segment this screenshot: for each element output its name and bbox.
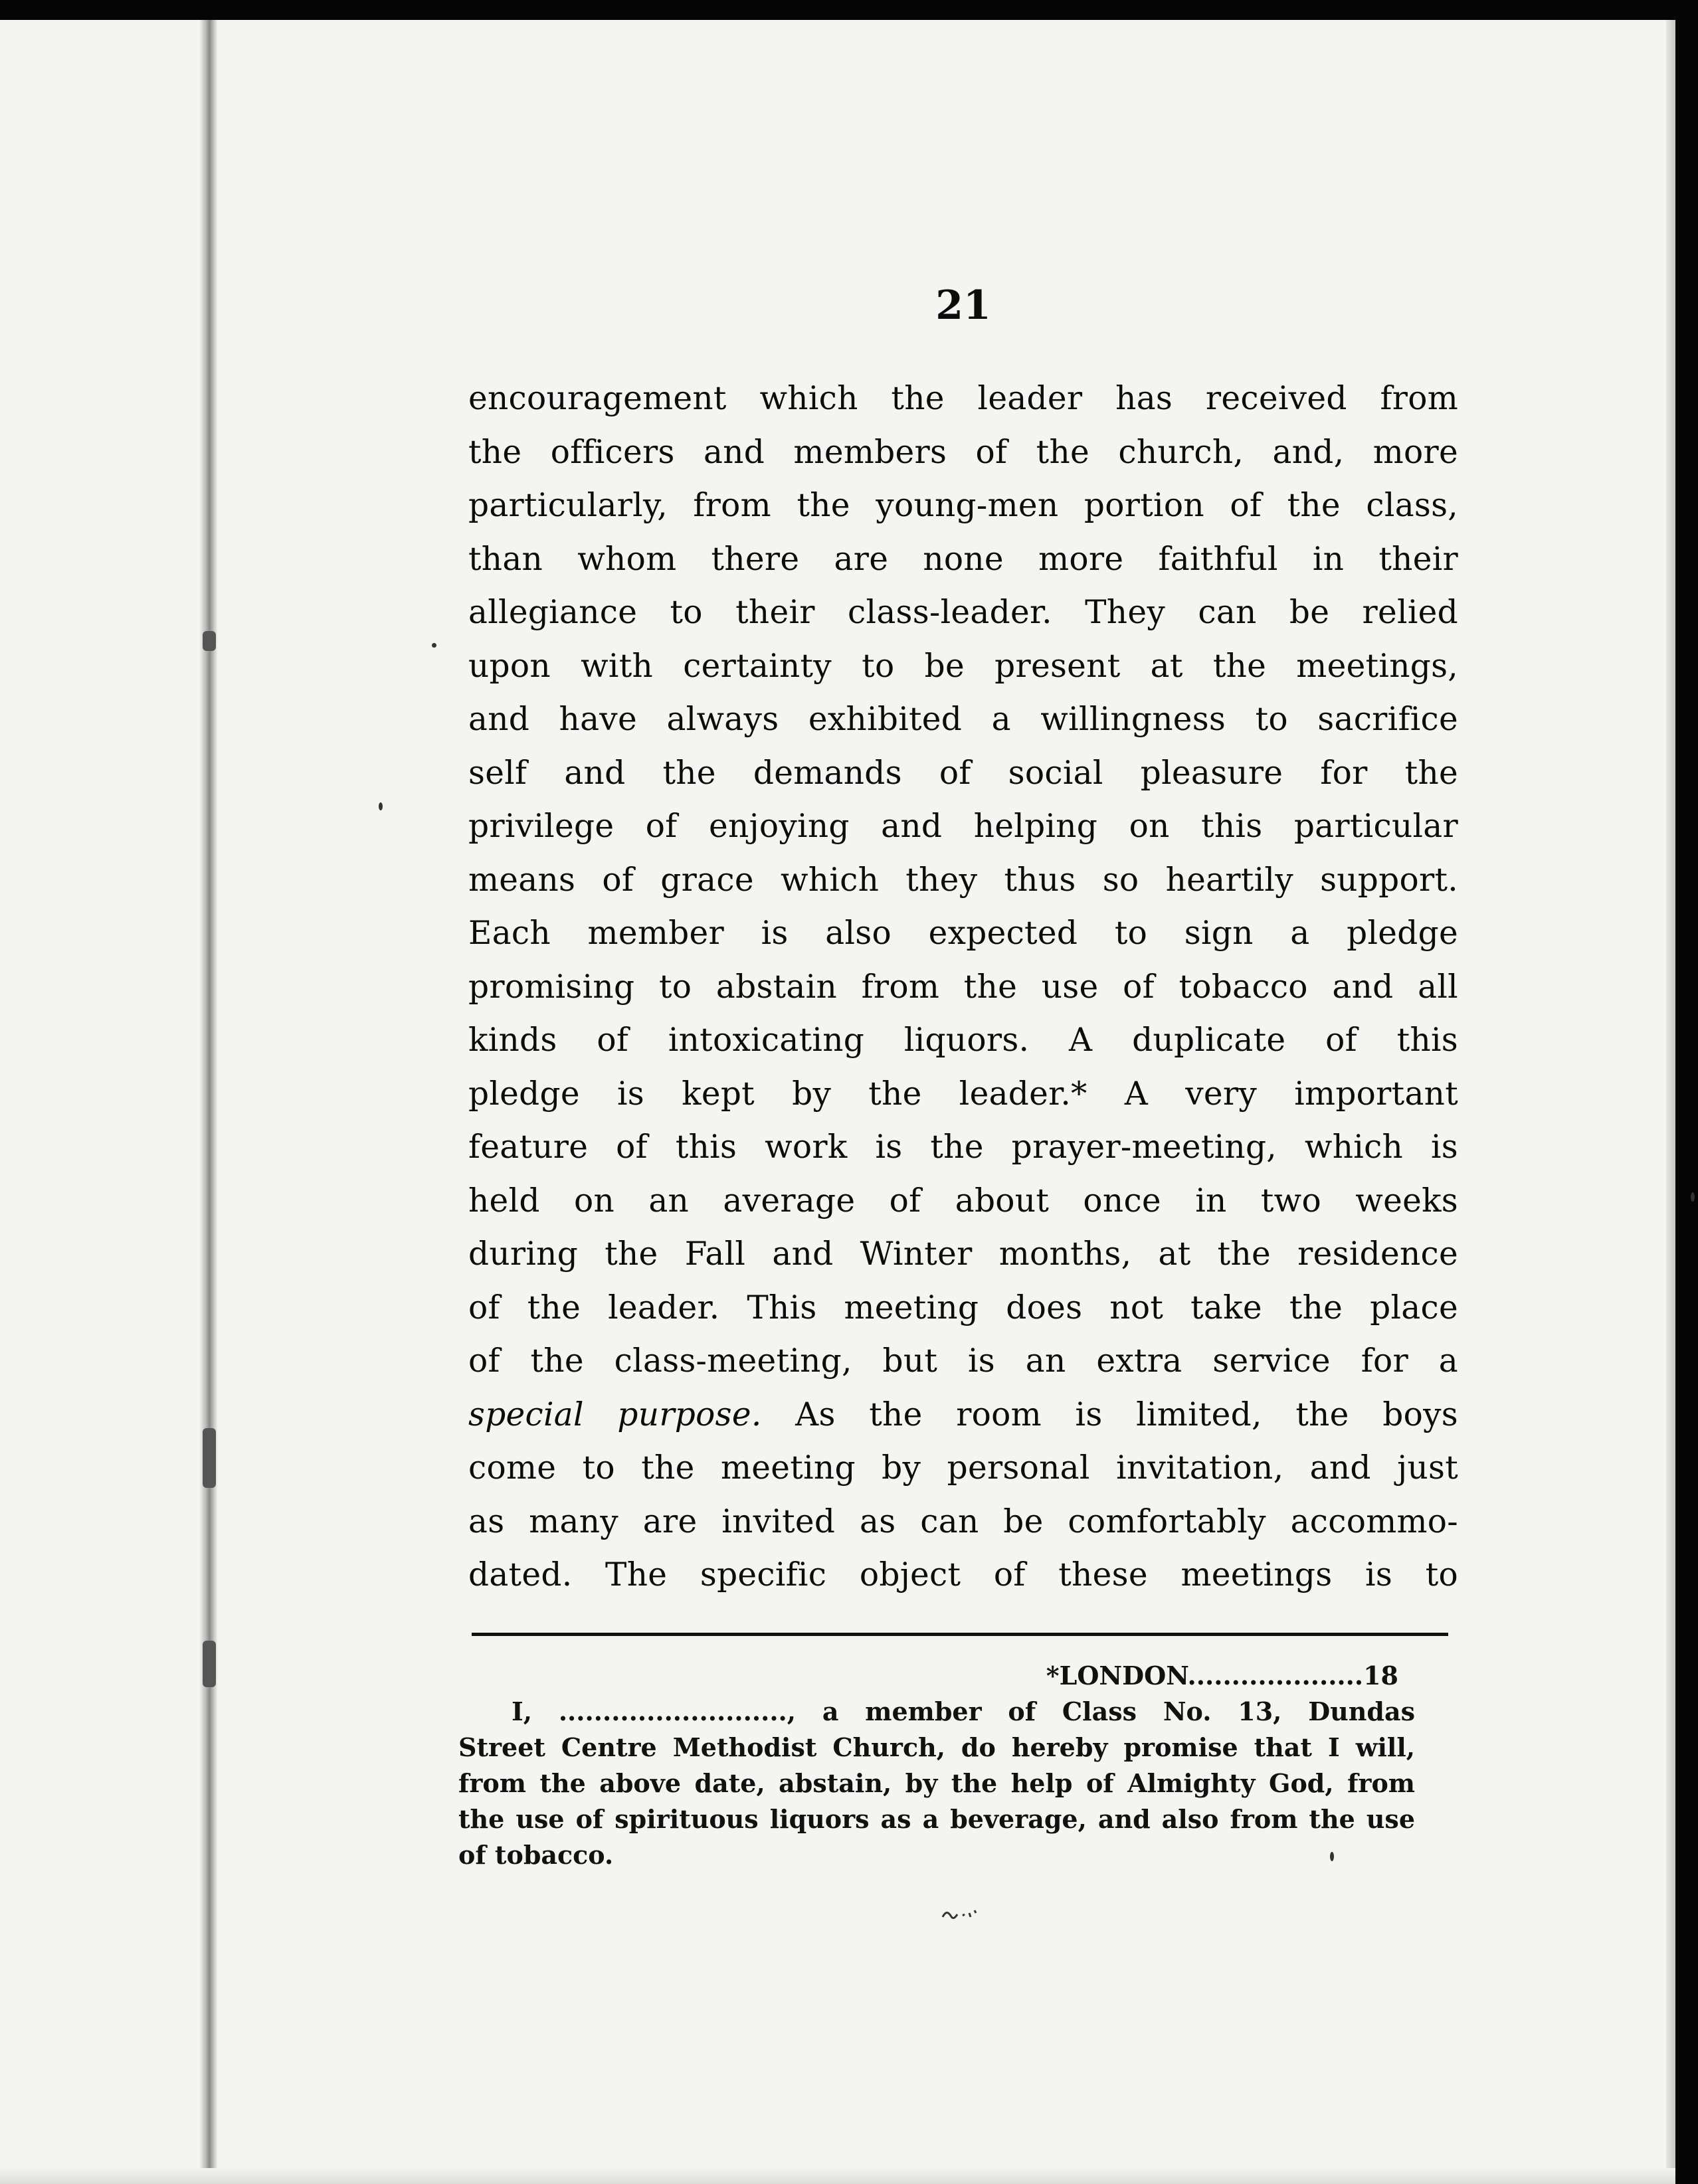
footnote-line: of tobacco. bbox=[458, 1840, 614, 1870]
ink-smudge bbox=[940, 1905, 980, 1925]
text-line: of the leader. This meeting does not take the place bbox=[468, 1289, 1458, 1326]
binding-mark-lower bbox=[203, 1641, 216, 1687]
text-line: of the class-meeting, but is an extra service for a bbox=[468, 1342, 1458, 1380]
text-line: and have always exhibited a willingness to sacrifice bbox=[468, 701, 1458, 738]
text-line: particularly, from the young-men portion of the class, bbox=[468, 487, 1458, 524]
ink-speck bbox=[379, 802, 383, 810]
text-line: allegiance to their class-leader. They can be relied bbox=[468, 594, 1458, 631]
book-page bbox=[0, 20, 1675, 2184]
text-line: kinds of intoxicating liquors. A duplicate of this bbox=[468, 1022, 1458, 1059]
text-line: feature of this work is the prayer-meeting, which is bbox=[468, 1129, 1458, 1166]
footnote-line: Street Centre Methodist Church, do hereby promise that I will, bbox=[458, 1732, 1415, 1762]
italic-phrase: special purpose. bbox=[468, 1396, 762, 1433]
page-bottom-shadow bbox=[0, 2168, 1675, 2184]
body-paragraph bbox=[468, 372, 1458, 1602]
text-line: Each member is also expected to sign a pledge bbox=[468, 915, 1458, 952]
text-line: held on an average of about once in two weeks bbox=[468, 1182, 1458, 1220]
text-line: dated. The specific object of these meetings is to bbox=[468, 1556, 1458, 1593]
text-line: come to the meeting by personal invitation, and just bbox=[468, 1449, 1458, 1487]
text-line: pledge is kept by the leader.* A very important bbox=[468, 1075, 1458, 1113]
footnote-line: from the above date, abstain, by the help of Almighty God, from bbox=[458, 1768, 1415, 1798]
text-line-italic-phrase bbox=[468, 1388, 1458, 1442]
text-line-remainder: As the room is limited, the boys bbox=[761, 1396, 1458, 1433]
text-line: promising to abstain from the use of tobacco and all bbox=[468, 968, 1458, 1006]
text-line: privilege of enjoying and helping on this particular bbox=[468, 808, 1458, 845]
footnote-pledge bbox=[458, 1658, 1415, 1873]
text-line: upon with certainty to be present at the meetings, bbox=[468, 647, 1458, 685]
text-line: self and the demands of social pleasure for the bbox=[468, 754, 1458, 792]
book-spine-fold bbox=[199, 20, 218, 2184]
text-line: means of grace which they thus so heartily support. bbox=[468, 861, 1458, 899]
text-line: than whom there are none more faithful in their bbox=[468, 540, 1458, 578]
footnote-header: *LONDON....................18 bbox=[1046, 1661, 1398, 1690]
text-line: during the Fall and Winter months, at the residence bbox=[468, 1235, 1458, 1273]
text-line: as many are invited as can be comfortably accommo- bbox=[468, 1502, 1458, 1540]
binding-mark-middle bbox=[203, 1428, 216, 1488]
footnote-line: the use of spirituous liquors as a beverage, and also from the use bbox=[458, 1804, 1415, 1834]
binding-mark-top bbox=[203, 631, 216, 651]
ink-speck bbox=[432, 643, 436, 648]
text-line: encouragement which the leader has received from bbox=[468, 380, 1458, 417]
footnote-divider-rule bbox=[472, 1633, 1448, 1636]
text-line: the officers and members of the church, and, more bbox=[468, 433, 1458, 471]
ink-speck bbox=[1691, 1192, 1695, 1202]
footnote-line: I, .........................., a member of Class No. 13, Dundas bbox=[512, 1696, 1415, 1726]
page-right-edge bbox=[1666, 20, 1675, 2184]
page-number: 21 bbox=[935, 282, 991, 329]
